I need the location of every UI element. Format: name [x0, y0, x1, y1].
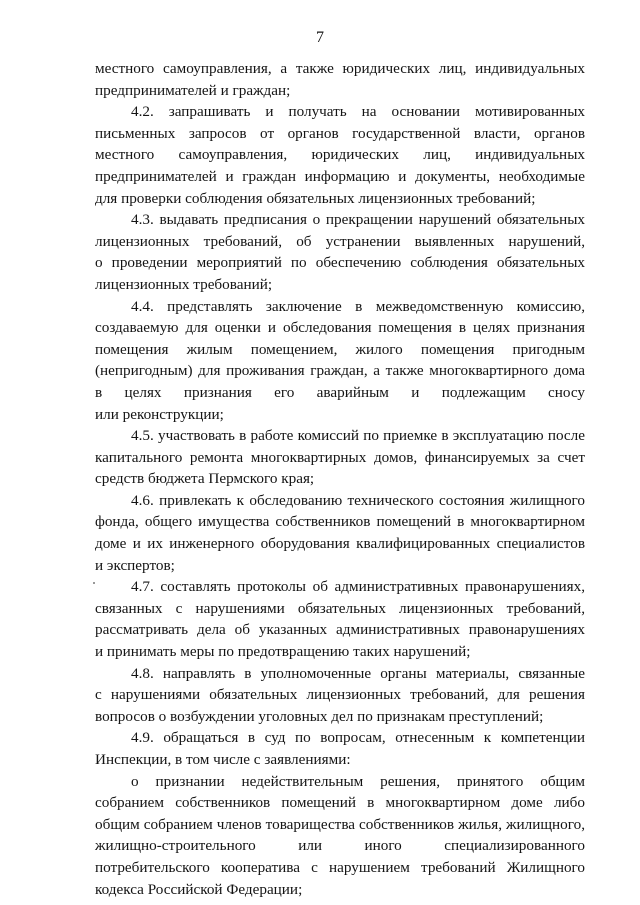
paragraph	[95, 727, 585, 770]
paragraph	[95, 209, 585, 295]
scan-speck	[93, 582, 95, 584]
text-line: 4.9. обращаться в суд по вопросам, отнесенным к компетенции	[131, 729, 585, 747]
paragraph	[95, 490, 585, 576]
text-line: 4.4. представлять заключение в межведомственную комиссию,	[131, 297, 585, 315]
paragraph	[95, 296, 585, 426]
text-line: лицензионных требований, об устранении выявленных нарушений,	[95, 232, 585, 250]
text-line: местного самоуправления, юридических лиц, индивидуальных	[95, 146, 585, 164]
text-line: кодекса Российской Федерации;	[95, 880, 303, 898]
text-line: предпринимателей и граждан информацию и документы, необходимые	[95, 167, 585, 185]
text-line: для проверки соблюдения обязательных лицензионных требований;	[95, 189, 536, 207]
text-line: вопросов о возбуждении уголовных дел по признакам преступлений;	[95, 707, 544, 725]
text-line: с нарушениями обязательных лицензионных требований, для решения	[95, 686, 585, 704]
text-line: средств бюджета Пермского края;	[95, 470, 315, 488]
text-line: связанных с нарушениями обязательных лицензионных требований,	[95, 599, 585, 617]
text-line: 4.8. направлять в уполномоченные органы материалы, связанные	[131, 664, 585, 682]
text-line: потребительского кооператива с нарушением требований Жилищного	[95, 858, 585, 876]
text-line: о признании недействительным решения, принятого общим	[131, 772, 585, 790]
text-line: письменных запросов от органов государственной власти, органов	[95, 124, 585, 142]
text-line: жилищно-строительного или иного специализированного	[95, 837, 585, 855]
text-line: 4.6. привлекать к обследованию технического состояния жилищного	[131, 491, 585, 509]
text-line: 4.7. составлять протоколы об административных правонарушениях,	[131, 578, 585, 596]
text-line: 4.5. участвовать в работе комиссий по приемке в эксплуатацию после	[131, 427, 585, 445]
text-line: 4.3. выдавать предписания о прекращении нарушений обязательных	[131, 211, 585, 229]
text-line: капитального ремонта многоквартирных домов, финансируемых за счет	[95, 448, 585, 466]
text-line: доме и их инженерного оборудования квалифицированных специалистов	[95, 535, 585, 553]
paragraph	[95, 58, 585, 101]
text-line: создаваемую для оценки и обследования помещения в целях признания	[95, 319, 585, 337]
text-line: предпринимателей и граждан;	[95, 81, 291, 99]
text-line: о проведении мероприятий по обеспечению соблюдения обязательных	[95, 254, 585, 272]
page-number: 7	[316, 29, 324, 46]
text-line: собранием собственников помещений в многоквартирном доме либо	[95, 794, 585, 812]
text-line: общим собранием членов товарищества собственников жилья, жилищного,	[95, 815, 585, 833]
paragraph	[95, 425, 585, 490]
paragraph	[95, 576, 585, 662]
text-line: фонда, общего имущества собственников помещений в многоквартирном	[95, 513, 585, 531]
text-line: в целях признания его аварийным и подлежащим сносу	[95, 383, 585, 401]
text-line: рассматривать дела об указанных административных правонарушениях	[95, 621, 585, 639]
paragraph	[95, 663, 585, 728]
paragraph	[95, 771, 585, 901]
text-line: и экспертов;	[95, 556, 175, 574]
text-line: Инспекции, в том числе с заявлениями:	[95, 751, 351, 768]
document-body	[95, 58, 585, 900]
text-line: и принимать меры по предотвращению таких нарушений;	[95, 643, 471, 661]
paragraph	[95, 101, 585, 209]
text-line: лицензионных требований;	[95, 275, 273, 293]
text-line: или реконструкции;	[95, 405, 224, 423]
text-line: (непригодным) для проживания граждан, а также многоквартирного дома	[95, 362, 585, 380]
text-line: 4.2. запрашивать и получать на основании мотивированных	[131, 103, 585, 121]
text-line: местного самоуправления, а также юридических лиц, индивидуальных	[95, 60, 585, 77]
text-line: помещения жилым помещением, жилого помещения пригодным	[95, 340, 585, 358]
